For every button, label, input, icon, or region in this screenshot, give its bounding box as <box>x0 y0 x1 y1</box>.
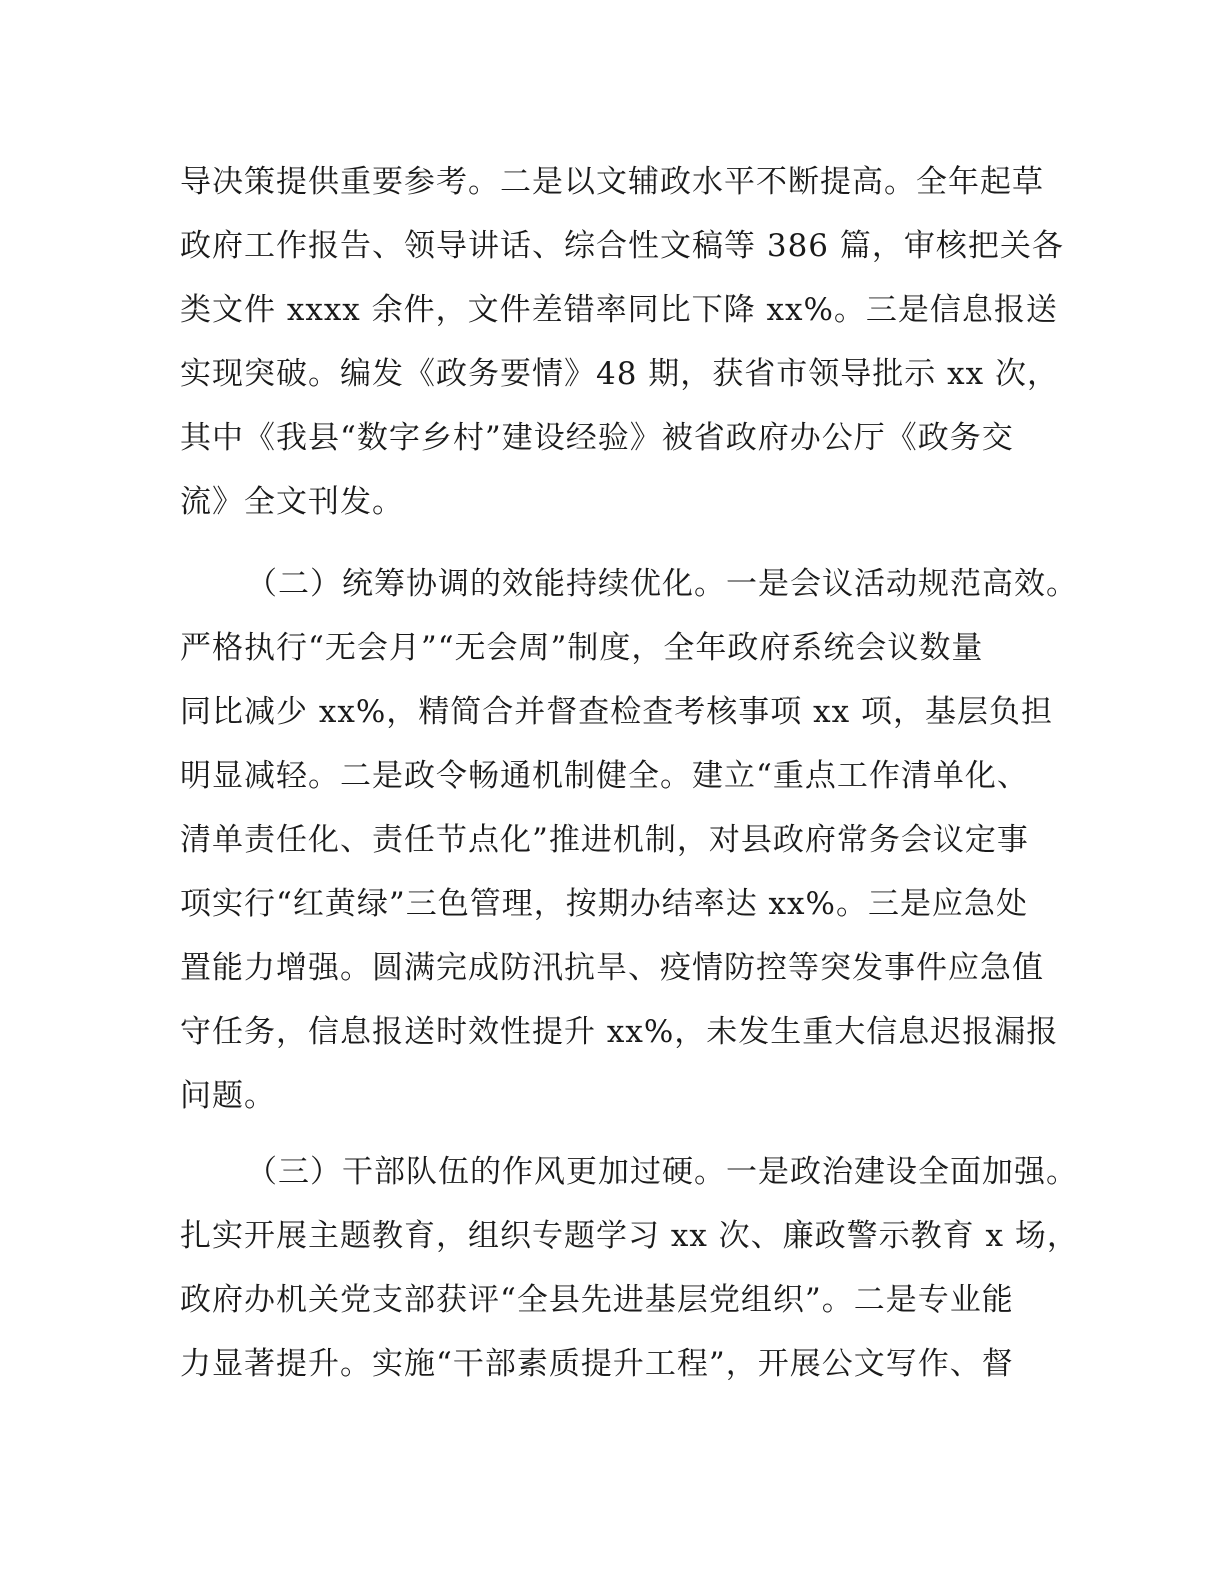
paragraph-line: 守任务，信息报送时效性提升 xx%，未发生重大信息迟报漏报 <box>180 1014 1059 1050</box>
paragraph-line: 清单责任化、责任节点化”推进机制，对县政府常务会议定事 <box>180 822 1029 858</box>
paragraph-line: 项实行“红黄绿”三色管理，按期办结率达 xx%。三是应急处 <box>180 886 1028 922</box>
paragraph-line: 力显著提升。实施“干部素质提升工程”，开展公文写作、督 <box>180 1346 1014 1382</box>
paragraph-line: 置能力增强。圆满完成防汛抗旱、疫情防控等突发事件应急值 <box>180 950 1044 986</box>
paragraph-line: 类文件 xxxx 余件，文件差错率同比下降 xx%。三是信息报送 <box>180 292 1058 328</box>
section-2-heading: （二）统筹协调的效能持续优化。 <box>246 566 726 602</box>
paragraph-line: 导决策提供重要参考。二是以文辅政水平不断提高。全年起草 <box>180 164 1044 200</box>
paragraph-line: 明显减轻。二是政令畅通机制健全。建立“重点工作清单化、 <box>180 758 1029 794</box>
paragraph-line: 政府办机关党支部获评“全县先进基层党组织”。二是专业能 <box>180 1282 1014 1318</box>
section-2-paragraph <box>180 552 1078 1128</box>
paragraph-continuation <box>180 150 1064 534</box>
paragraph-line: 同比减少 xx%，精简合并督查检查考核事项 xx 项，基层负担 <box>180 694 1053 730</box>
paragraph-line: 流》全文刊发。 <box>180 484 404 520</box>
paragraph-line: 其中《我县“数字乡村”建设经验》被省政府办公厅《政务交 <box>180 420 1014 456</box>
section-3-first-line-rest: 一是政治建设全面加强。 <box>726 1154 1078 1190</box>
paragraph-line: 实现突破。编发《政务要情》48 期，获省市领导批示 xx 次， <box>180 356 1059 392</box>
section-3-paragraph <box>180 1140 1079 1396</box>
section-2-first-line <box>180 552 1078 616</box>
section-3-first-line <box>180 1140 1078 1204</box>
section-3-heading: （三）干部队伍的作风更加过硬。 <box>246 1154 726 1190</box>
paragraph-line: 扎实开展主题教育，组织专题学习 xx 次、廉政警示教育 x 场， <box>180 1218 1079 1254</box>
paragraph-line: 严格执行“无会月”“无会周”制度，全年政府系统会议数量 <box>180 630 984 666</box>
section-2-first-line-rest: 一是会议活动规范高效。 <box>726 566 1078 602</box>
paragraph-line: 政府工作报告、领导讲话、综合性文稿等 386 篇，审核把关各 <box>180 228 1064 264</box>
paragraph-line: 问题。 <box>180 1078 276 1114</box>
